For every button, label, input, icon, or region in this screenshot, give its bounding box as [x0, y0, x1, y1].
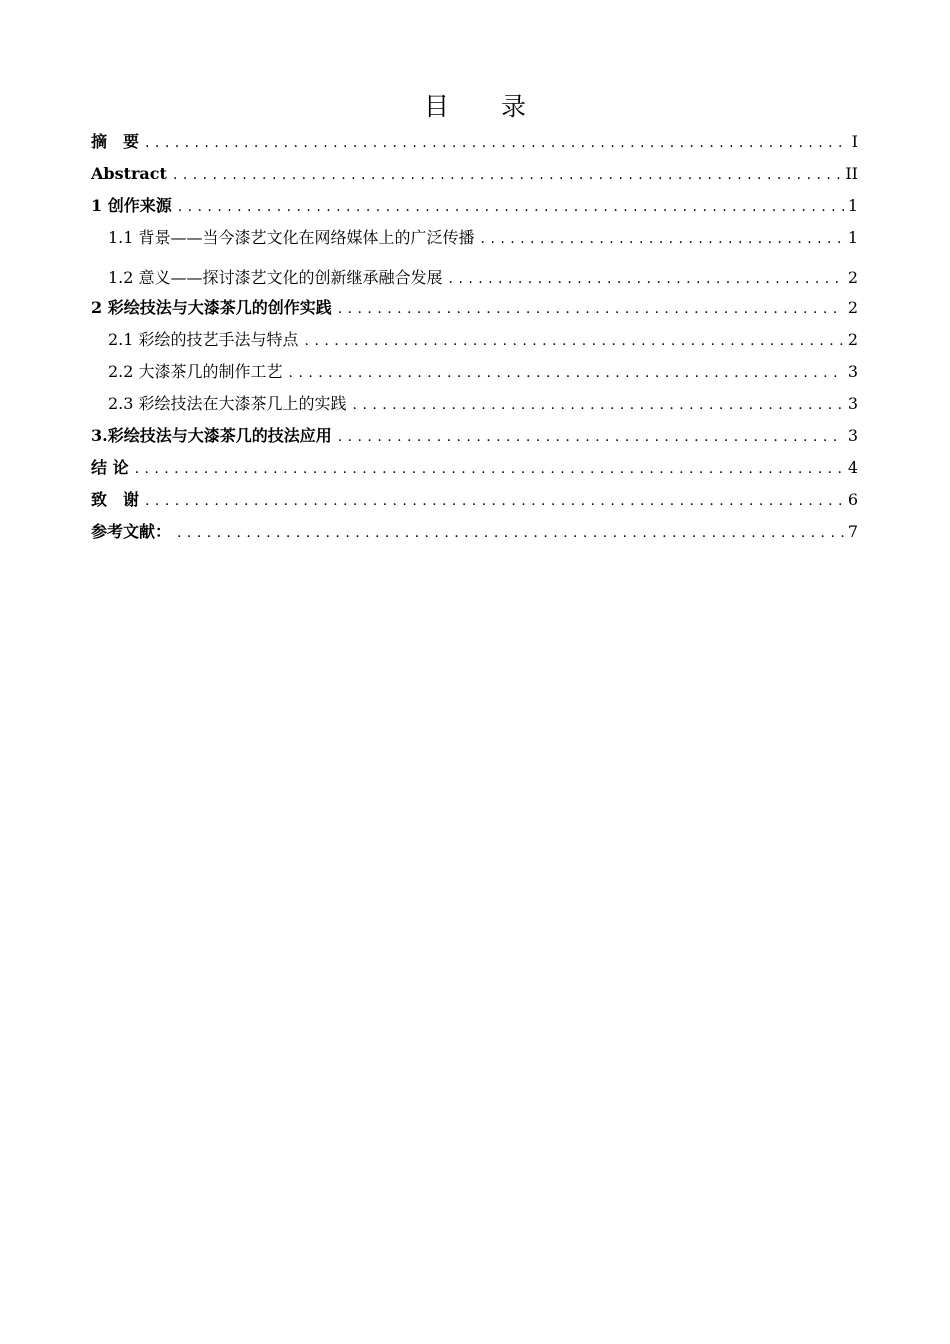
toc-entry-page: 2	[847, 298, 858, 317]
toc-entry-page: 2	[847, 268, 858, 287]
toc-entry-section-2-1[interactable]	[108, 326, 858, 354]
toc-entry-label: 2 彩绘技法与大漆茶几的创作实践	[91, 298, 332, 317]
toc-entry-chapter-3[interactable]	[91, 422, 858, 450]
toc-entry-label: 3.彩绘技法与大漆茶几的技法应用	[91, 426, 332, 445]
toc-entry-chapter-2[interactable]	[91, 294, 858, 322]
toc-entry-references[interactable]	[91, 518, 858, 546]
toc-entry-section-2-2[interactable]	[108, 358, 858, 386]
toc-dot-leader	[449, 264, 844, 293]
toc-entry-conclusion[interactable]	[91, 454, 858, 482]
toc-entry-label: 2.2 大漆茶几的制作工艺	[108, 362, 283, 381]
toc-dot-leader	[173, 160, 841, 189]
toc-entry-label: 致 谢	[91, 490, 140, 509]
toc-entry-label: 结 论	[91, 458, 129, 477]
toc-entry-page: 3	[847, 426, 858, 445]
toc-entry-page: I	[851, 132, 858, 151]
toc-entry-label: 2.3 彩绘技法在大漆茶几上的实践	[108, 394, 347, 413]
toc-entry-label: 1 创作来源	[91, 196, 172, 215]
toc-entry-page: 6	[847, 490, 858, 509]
toc-entry-label: 1.2 意义——探讨漆艺文化的创新继承融合发展	[108, 268, 443, 287]
toc-dot-leader	[135, 454, 844, 483]
toc-entry-section-1-2[interactable]	[108, 264, 858, 292]
toc-entry-page: 3	[847, 362, 858, 381]
toc-entry-label: 1.1 背景——当今漆艺文化在网络媒体上的广泛传播	[108, 228, 475, 247]
toc-entry-page: II	[845, 164, 858, 183]
toc-entry-page: 3	[847, 394, 858, 413]
toc-dot-leader	[177, 518, 844, 547]
toc-entry-abstract-en[interactable]	[91, 160, 858, 188]
toc-entry-page: 2	[847, 330, 858, 349]
toc-entry-label: 参考文献：	[91, 522, 172, 541]
toc-dot-leader	[178, 192, 844, 221]
toc-dot-leader	[338, 294, 844, 323]
toc-dot-leader	[481, 224, 844, 253]
toc-entry-abstract-cn[interactable]	[91, 128, 858, 156]
toc-entry-acknowledgements[interactable]	[91, 486, 858, 514]
toc-dot-leader	[145, 128, 844, 157]
toc-entry-chapter-1[interactable]	[91, 192, 858, 220]
toc-entry-page: 1	[847, 228, 858, 247]
toc-dot-leader	[145, 486, 844, 515]
toc-title: 目 录	[424, 92, 548, 121]
toc-entry-section-1-1[interactable]	[108, 224, 858, 252]
toc-dot-leader	[353, 390, 844, 419]
toc-entry-page: 1	[847, 196, 858, 215]
toc-dot-leader	[305, 326, 844, 355]
toc-dot-leader	[289, 358, 844, 387]
toc-entry-label: 2.1 彩绘的技艺手法与特点	[108, 330, 299, 349]
toc-entry-page: 4	[847, 458, 858, 477]
toc-entry-label: Abstract	[91, 164, 167, 183]
toc-entry-section-2-3[interactable]	[108, 390, 858, 418]
toc-entry-label: 摘 要	[91, 132, 140, 151]
toc-entry-page: 7	[847, 522, 858, 541]
toc-dot-leader	[338, 422, 844, 451]
